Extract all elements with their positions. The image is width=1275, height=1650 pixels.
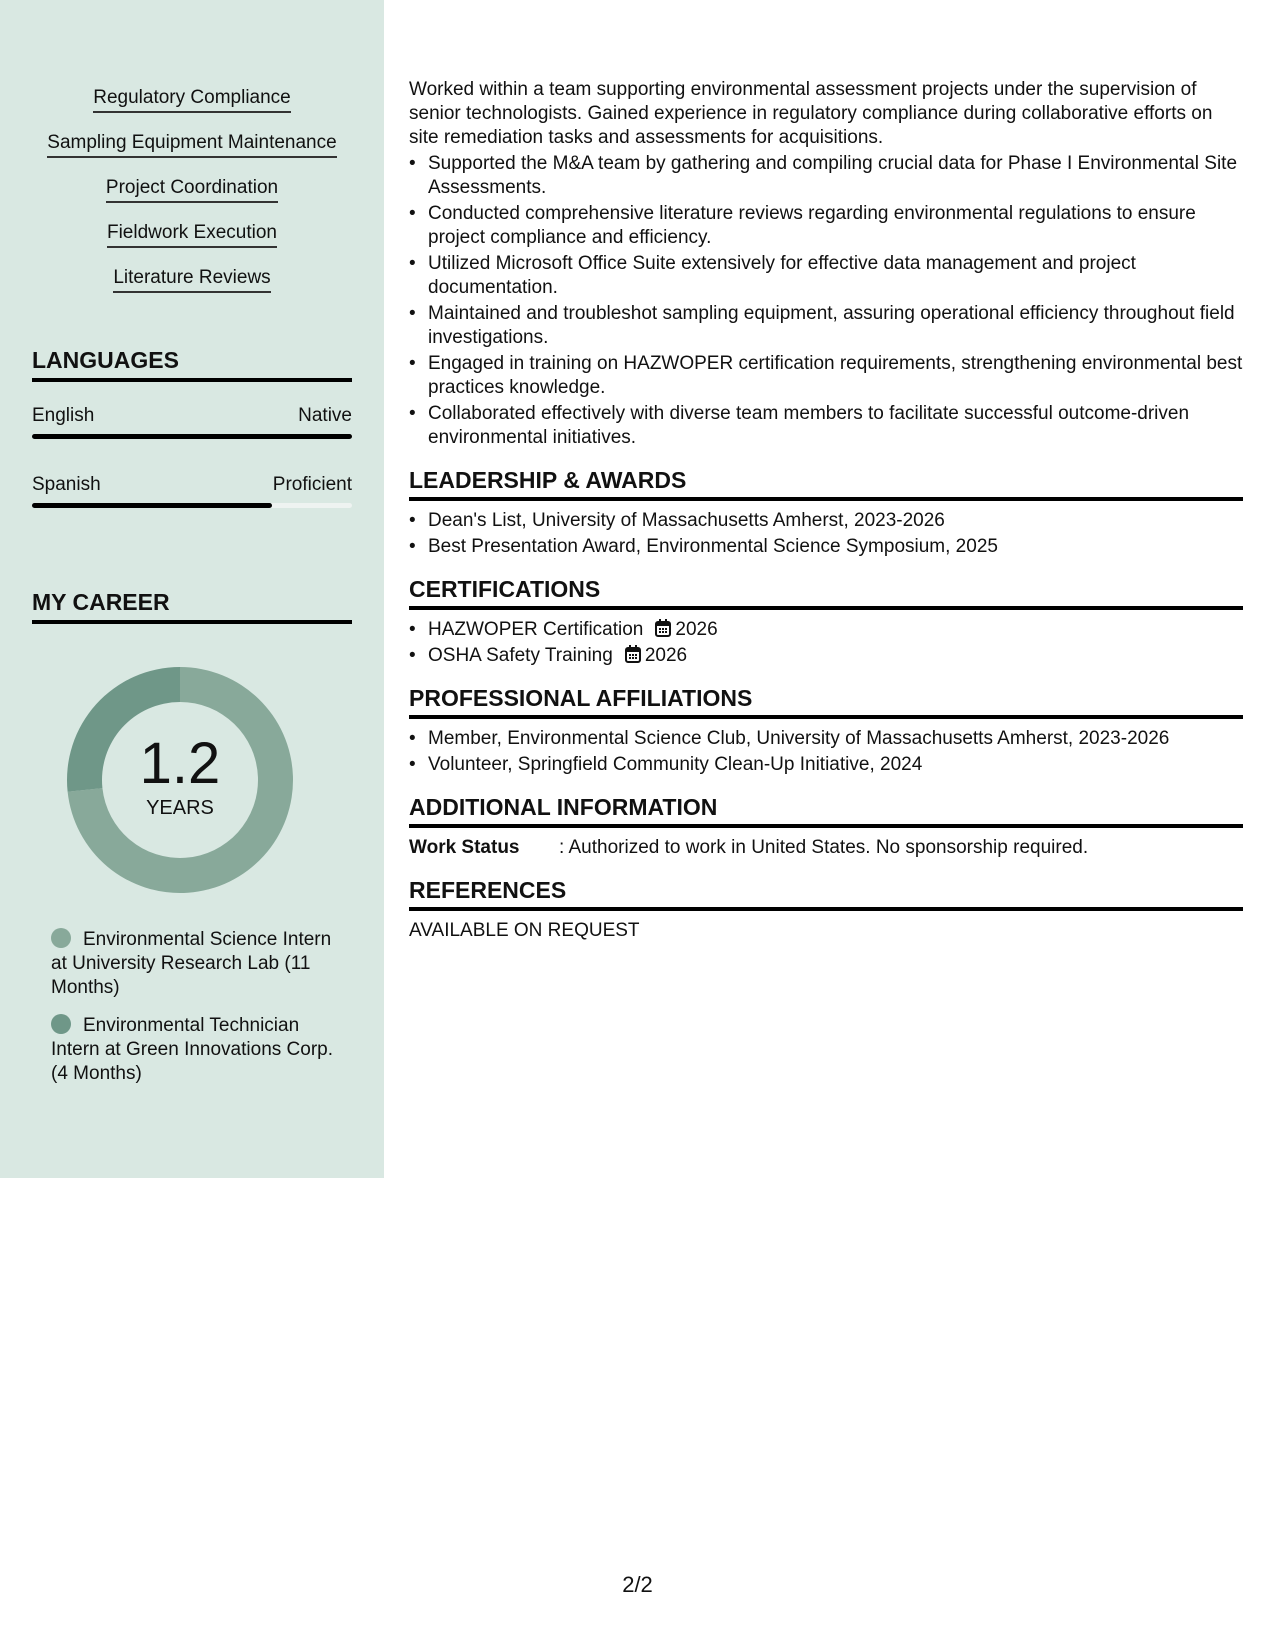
work-status-value: : Authorized to work in United States. No sponsorship required. [559,837,1089,858]
additional-info-heading: ADDITIONAL INFORMATION [409,793,1243,828]
skill-item: Literature Reviews [113,266,270,293]
main-content [409,78,1243,943]
career-legend-text: Environmental Technician Intern at Green Innovations Corp. (4 Months) [51,1015,333,1084]
career-legend-dot [51,1014,71,1034]
references-heading: REFERENCES [409,876,1243,911]
page-number: 2/2 [622,1572,653,1597]
affiliation-item: • Volunteer, Springfield Community Clean-Up Initiative, 2024 [409,753,1243,777]
experience-summary: Worked within a team supporting environmental assessment projects under the supervision of senior technologists. Gained experience in regulatory compliance during collaborative efforts on site remediation tasks and assessments for acquisitions. [409,79,1213,148]
calendar-icon [655,619,671,637]
leadership-item: • Dean's List, University of Massachusetts Amherst, 2023-2026 [409,509,1243,533]
experience-bullet: • Engaged in training on HAZWOPER certification requirements, strengthening environmental best practices knowledge. [409,352,1243,400]
career-legend-text: Environmental Science Intern at University Research Lab (11 Months) [51,929,332,998]
experience-bullet: • Collaborated effectively with diverse team members to facilitate successful outcome-driven environmental initiatives. [409,402,1243,450]
experience-bullet: • Maintained and troubleshot sampling equipment, assuring operational efficiency throughout field investigations. [409,302,1243,350]
skill-item: Fieldwork Execution [107,221,277,248]
leadership-heading: LEADERSHIP & AWARDS [409,466,1243,501]
experience-bullet: • Conducted comprehensive literature reviews regarding environmental regulations to ensure project compliance and efficiency. [409,202,1243,250]
affiliation-item: • Member, Environmental Science Club, University of Massachusetts Amherst, 2023-2026 [409,727,1243,751]
language-bar [32,434,352,439]
leadership-item: • Best Presentation Award, Environmental Science Symposium, 2025 [409,535,1243,559]
leadership-list [409,509,1243,559]
experience-bullet: • Utilized Microsoft Office Suite extensively for effective data management and project documentation. [409,252,1243,300]
affiliations-list [409,727,1243,777]
language-name: English [32,405,95,426]
references-text: AVAILABLE ON REQUEST [409,920,640,941]
certification-item [409,618,1243,642]
language-row [32,473,352,497]
certification-year: 2026 [644,645,688,666]
experience-bullet: • Supported the M&A team by gathering and compiling crucial data for Phase I Environmental Site Assessments. [409,152,1243,200]
language-bar [32,503,352,508]
experience-bullets [409,152,1243,450]
calendar-icon [625,645,641,663]
work-status-row [409,836,1243,860]
career-heading: MY CAREER [32,588,352,624]
language-level: Proficient [272,474,352,495]
language-bar-fill [32,434,352,439]
languages-heading: LANGUAGES [32,346,352,382]
language-row [32,404,352,428]
skills-list [0,86,384,311]
certifications-heading: CERTIFICATIONS [409,575,1243,610]
career-total-unit: YEARS [146,797,214,819]
sidebar [0,0,384,1178]
career-legend-item [51,1014,341,1086]
skill-item: Regulatory Compliance [93,86,291,113]
certification-item [409,644,1243,668]
work-status-label: Work Status [409,837,520,858]
skill-item: Project Coordination [106,176,278,203]
language-bar-fill [32,503,272,508]
career-legend-item [51,928,341,1000]
career-total-number: 1.2 [139,731,221,796]
certifications-list [409,618,1243,668]
certification-name: HAZWOPER Certification [428,619,644,640]
certification-year: 2026 [675,619,718,640]
language-level: Native [298,405,352,426]
career-legend-dot [51,928,71,948]
career-total [62,732,298,820]
certification-name: OSHA Safety Training [428,645,613,666]
language-name: Spanish [32,474,101,495]
affiliations-heading: PROFESSIONAL AFFILIATIONS [409,684,1243,719]
skill-item: Sampling Equipment Maintenance [47,131,336,158]
